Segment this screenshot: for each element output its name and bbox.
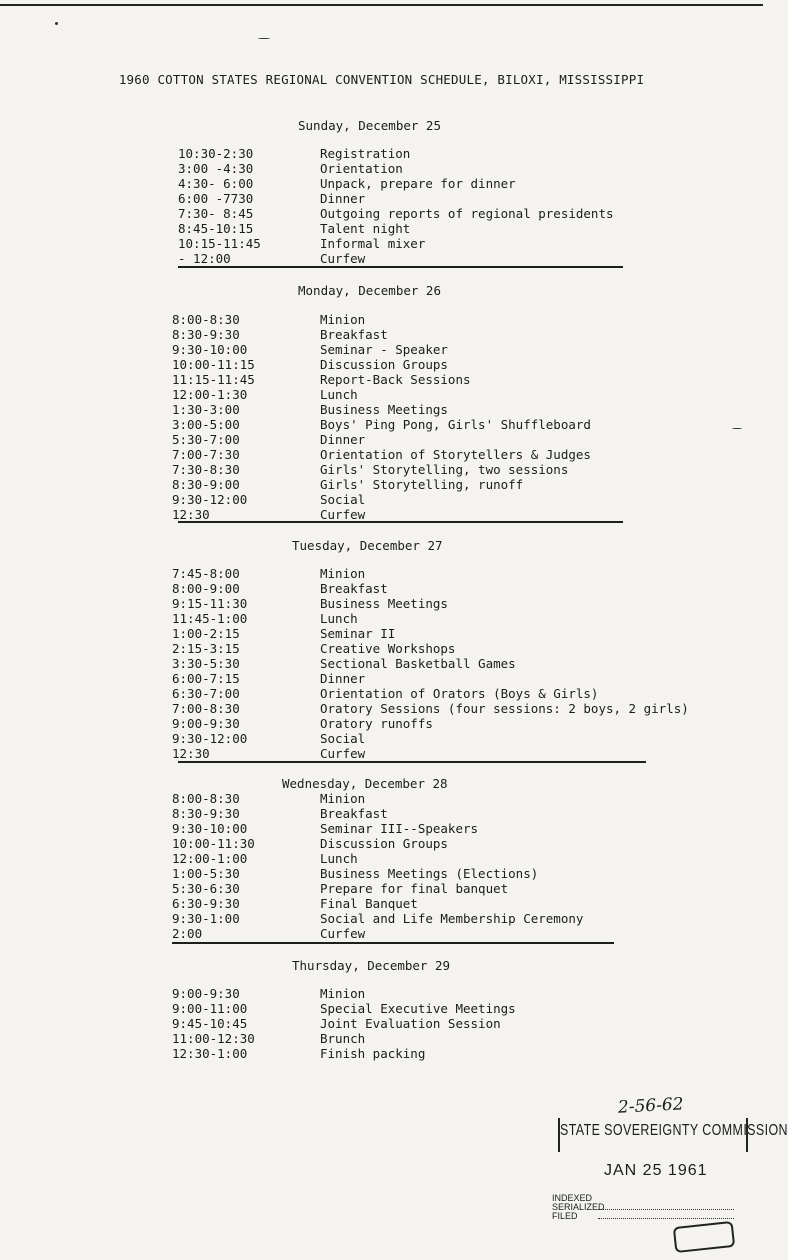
- page-top-edge: [0, 4, 763, 6]
- stamp-filing-block: [552, 1194, 605, 1221]
- paper-speck: [258, 38, 270, 39]
- event-name: Social: [320, 731, 366, 746]
- time-range: 9:30-1:00: [172, 911, 240, 926]
- stamp-indexed: INDEXED: [552, 1193, 593, 1203]
- event-name: Curfew: [320, 926, 366, 941]
- event-name: Lunch: [320, 851, 358, 866]
- time-range: 9:15-11:30: [172, 596, 248, 611]
- time-range: 8:00-8:30: [172, 312, 240, 327]
- time-range: 8:30-9:30: [172, 327, 240, 342]
- event-name: Minion: [320, 986, 366, 1001]
- time-range: 6:00-7:15: [172, 671, 240, 686]
- event-name: Report-Back Sessions: [320, 372, 471, 387]
- time-range: 2:15-3:15: [172, 641, 240, 656]
- event-name: Oratory Sessions (four sessions: 2 boys, 2 girls): [320, 701, 689, 716]
- event-name: Sectional Basketball Games: [320, 656, 516, 671]
- time-range: 9:30-12:00: [172, 492, 248, 507]
- event-name: Finish packing: [320, 1046, 426, 1061]
- time-range: 11:45-1:00: [172, 611, 248, 626]
- time-range: 8:45-10:15: [178, 221, 254, 236]
- event-name: Talent night: [320, 221, 411, 236]
- event-name: Social and Life Membership Ceremony: [320, 911, 584, 926]
- time-range: 3:30-5:30: [172, 656, 240, 671]
- document-title: 1960 COTTON STATES REGIONAL CONVENTION SCHEDULE, BILOXI, MISSISSIPPI: [118, 72, 645, 87]
- day-heading: Wednesday, December 28: [282, 776, 448, 791]
- time-range: 10:00-11:15: [172, 357, 255, 372]
- day-divider: [178, 266, 623, 268]
- event-name: Creative Workshops: [320, 641, 456, 656]
- event-name: Oratory runoffs: [320, 716, 433, 731]
- event-name: Breakfast: [320, 581, 388, 596]
- time-range: 2:00: [172, 926, 203, 941]
- event-name: Girls' Storytelling, two sessions: [320, 462, 569, 477]
- stamp-file-number: 2-56-62: [617, 1094, 685, 1118]
- event-name: Outgoing reports of regional presidents: [320, 206, 614, 221]
- event-name: Lunch: [320, 387, 358, 402]
- event-name: Special Executive Meetings: [320, 1001, 516, 1016]
- time-range: 7:00-8:30: [172, 701, 240, 716]
- time-range: 7:00-7:30: [172, 447, 240, 462]
- event-name: Social: [320, 492, 366, 507]
- time-range: 9:30-10:00: [172, 342, 248, 357]
- time-range: 7:30- 8:45: [178, 206, 254, 221]
- time-range: 9:00-11:00: [172, 1001, 248, 1016]
- stamp-date: JAN 25 1961: [604, 1162, 708, 1179]
- time-range: 5:30-6:30: [172, 881, 240, 896]
- day-heading: Thursday, December 29: [292, 958, 451, 973]
- time-range: 3:00-5:00: [172, 417, 240, 432]
- time-range: 9:00-9:30: [172, 986, 240, 1001]
- time-range: 12:30: [172, 507, 210, 522]
- stamp-agency: STATE SOVEREIGNTY COMMISSION: [560, 1122, 788, 1139]
- event-name: Orientation of Storytellers & Judges: [320, 447, 591, 462]
- day-divider: [172, 942, 614, 944]
- event-name: Final Banquet: [320, 896, 418, 911]
- time-range: 6:30-9:30: [172, 896, 240, 911]
- event-name: Discussion Groups: [320, 836, 448, 851]
- time-range: 7:30-8:30: [172, 462, 240, 477]
- event-name: Orientation: [320, 161, 403, 176]
- day-heading: Monday, December 26: [298, 283, 441, 298]
- stamp-serialized: SERIALIZED: [552, 1203, 605, 1212]
- time-range: 4:30- 6:00: [178, 176, 254, 191]
- event-name: Discussion Groups: [320, 357, 448, 372]
- event-name: Dinner: [320, 191, 366, 206]
- time-range: 12:00-1:30: [172, 387, 248, 402]
- event-name: Seminar III--Speakers: [320, 821, 479, 836]
- event-name: Brunch: [320, 1031, 366, 1046]
- event-name: Unpack, prepare for dinner: [320, 176, 516, 191]
- event-name: Girls' Storytelling, runoff: [320, 477, 524, 492]
- stamp-filed: FILED: [552, 1212, 605, 1221]
- paper-speck: [55, 22, 58, 25]
- event-name: Curfew: [320, 251, 366, 266]
- stamp-initials-mark: [673, 1221, 735, 1253]
- event-name: Curfew: [320, 507, 366, 522]
- time-range: 1:00-2:15: [172, 626, 240, 641]
- time-range: 11:00-12:30: [172, 1031, 255, 1046]
- time-range: 10:00-11:30: [172, 836, 255, 851]
- event-name: Seminar II: [320, 626, 396, 641]
- time-range: 12:00-1:00: [172, 851, 248, 866]
- time-range: 9:30-10:00: [172, 821, 248, 836]
- time-range: 7:45-8:00: [172, 566, 240, 581]
- event-name: Dinner: [320, 432, 366, 447]
- time-range: 9:30-12:00: [172, 731, 248, 746]
- paper-speck: [732, 428, 742, 429]
- event-name: Informal mixer: [320, 236, 426, 251]
- time-range: 6:30-7:00: [172, 686, 240, 701]
- event-name: Dinner: [320, 671, 366, 686]
- event-name: Orientation of Orators (Boys & Girls): [320, 686, 599, 701]
- time-range: 6:00 -7730: [178, 191, 254, 206]
- time-range: 12:30-1:00: [172, 1046, 248, 1061]
- time-range: 12:30: [172, 746, 210, 761]
- day-heading: Tuesday, December 27: [292, 538, 443, 553]
- time-range: 1:00-5:30: [172, 866, 240, 881]
- event-name: Breakfast: [320, 327, 388, 342]
- time-range: 9:45-10:45: [172, 1016, 248, 1031]
- event-name: Minion: [320, 312, 366, 327]
- time-range: 10:30-2:30: [178, 146, 254, 161]
- event-name: Business Meetings: [320, 402, 448, 417]
- event-name: Registration: [320, 146, 411, 161]
- time-range: 8:00-9:00: [172, 581, 240, 596]
- event-name: Seminar - Speaker: [320, 342, 448, 357]
- event-name: Joint Evaluation Session: [320, 1016, 501, 1031]
- event-name: Minion: [320, 566, 366, 581]
- event-name: Business Meetings: [320, 596, 448, 611]
- time-range: - 12:00: [178, 251, 231, 266]
- day-divider: [178, 761, 646, 763]
- event-name: Boys' Ping Pong, Girls' Shuffleboard: [320, 417, 591, 432]
- commission-stamp: [550, 1094, 788, 1246]
- day-divider: [178, 521, 623, 523]
- event-name: Minion: [320, 791, 366, 806]
- event-name: Curfew: [320, 746, 366, 761]
- time-range: 5:30-7:00: [172, 432, 240, 447]
- time-range: 3:00 -4:30: [178, 161, 254, 176]
- time-range: 8:30-9:30: [172, 806, 240, 821]
- time-range: 8:30-9:00: [172, 477, 240, 492]
- event-name: Breakfast: [320, 806, 388, 821]
- day-heading: Sunday, December 25: [298, 118, 441, 133]
- event-name: Lunch: [320, 611, 358, 626]
- time-range: 1:30-3:00: [172, 402, 240, 417]
- time-range: 9:00-9:30: [172, 716, 240, 731]
- event-name: Prepare for final banquet: [320, 881, 509, 896]
- time-range: 10:15-11:45: [178, 236, 261, 251]
- time-range: 8:00-8:30: [172, 791, 240, 806]
- time-range: 11:15-11:45: [172, 372, 255, 387]
- event-name: Business Meetings (Elections): [320, 866, 539, 881]
